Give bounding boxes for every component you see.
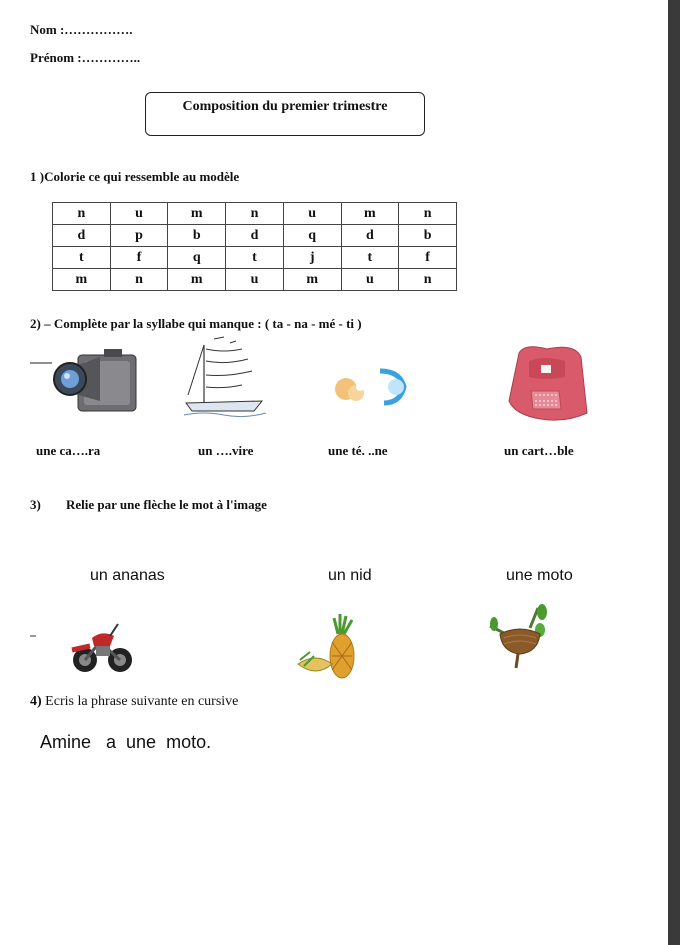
grid-cell: j bbox=[283, 247, 341, 269]
grid-cell: n bbox=[53, 203, 111, 225]
grid-cell: t bbox=[53, 247, 111, 269]
cursive-sentence: Amine a une moto. bbox=[40, 732, 212, 752]
grid-cell: d bbox=[226, 225, 284, 247]
word-1: une ca….ra bbox=[36, 443, 101, 458]
grid-cell: b bbox=[399, 225, 457, 247]
exercise3-instruction: Relie par une flèche le mot à l'image bbox=[66, 497, 267, 512]
exercise2-instruction: 2) – Complète par la syllabe qui manque : ( ta - na - mé - ti ) bbox=[30, 316, 362, 331]
page-title: Composition du premier trimestre bbox=[182, 99, 388, 114]
table-row bbox=[53, 225, 457, 247]
pineapple-image bbox=[296, 612, 360, 682]
table-row bbox=[53, 269, 457, 291]
grid-cell: n bbox=[399, 269, 457, 291]
grid-cell: u bbox=[283, 203, 341, 225]
grid-cell: n bbox=[110, 269, 168, 291]
motorcycle-image bbox=[30, 616, 134, 674]
grid-cell: q bbox=[283, 225, 341, 247]
word-4: un cart…ble bbox=[504, 443, 574, 458]
exercise3-number: 3) bbox=[30, 497, 41, 512]
schoolbag-image bbox=[505, 343, 589, 423]
grid-cell: f bbox=[399, 247, 457, 269]
scan-edge-bar bbox=[668, 0, 680, 945]
table-row bbox=[53, 247, 457, 269]
grid-cell: m bbox=[53, 269, 111, 291]
grid-cell: t bbox=[341, 247, 399, 269]
word-2: un ….vire bbox=[198, 443, 254, 458]
grid-cell: n bbox=[399, 203, 457, 225]
grid-cell: f bbox=[110, 247, 168, 269]
grid-cell: p bbox=[110, 225, 168, 247]
grid-cell: u bbox=[110, 203, 168, 225]
grid-cell: t bbox=[226, 247, 284, 269]
nom-field: Nom :……………. bbox=[30, 22, 133, 37]
word-moto: une moto bbox=[506, 567, 573, 584]
grid-cell: m bbox=[341, 203, 399, 225]
word-nid: un nid bbox=[328, 567, 372, 584]
nest-image bbox=[490, 606, 550, 670]
grid-cell: n bbox=[226, 203, 284, 225]
grid-cell: q bbox=[168, 247, 226, 269]
grid-cell: m bbox=[283, 269, 341, 291]
exercise4-number: 4) bbox=[30, 694, 42, 709]
title-box bbox=[145, 92, 425, 136]
exercise4-instruction: Ecris la phrase suivante en cursive bbox=[41, 694, 239, 709]
grid-cell: d bbox=[53, 225, 111, 247]
grid-cell: d bbox=[341, 225, 399, 247]
grid-cell: m bbox=[168, 203, 226, 225]
table-row bbox=[53, 203, 457, 225]
grid-cell: u bbox=[226, 269, 284, 291]
word-ananas: un ananas bbox=[90, 567, 165, 584]
exercise1-instruction: 1 )Colorie ce qui ressemble au modèle bbox=[30, 169, 240, 184]
exercise4-heading bbox=[30, 694, 238, 710]
sailboat-image bbox=[184, 335, 269, 417]
prenom-field: Prénom :………….. bbox=[30, 50, 141, 65]
telephone-image bbox=[330, 367, 415, 407]
letter-grid bbox=[52, 202, 457, 291]
camera-image bbox=[30, 345, 142, 415]
grid-cell: m bbox=[168, 269, 226, 291]
grid-cell: b bbox=[168, 225, 226, 247]
word-3: une té. ..ne bbox=[328, 443, 388, 458]
grid-cell: u bbox=[341, 269, 399, 291]
